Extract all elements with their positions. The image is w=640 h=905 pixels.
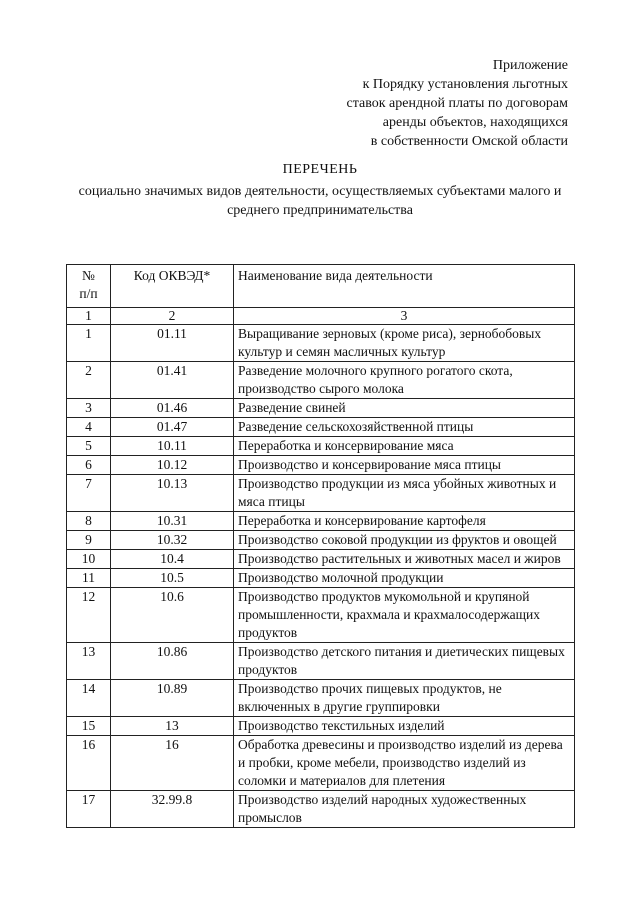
okved-code: 10.32 <box>111 531 234 550</box>
okved-code: 10.86 <box>111 643 234 680</box>
row-number: 5 <box>67 437 111 456</box>
activity-name: Производство соковой продукции из фруктов и овощей <box>234 531 575 550</box>
header-name: Наименование вида деятельности <box>234 265 575 308</box>
row-number: 8 <box>67 512 111 531</box>
row-number: 6 <box>67 456 111 475</box>
table-row <box>67 362 575 399</box>
table-row <box>67 643 575 680</box>
table-row <box>67 418 575 437</box>
appendix-line: Приложение <box>492 58 568 73</box>
activities-table <box>66 264 575 828</box>
document-title-block <box>60 160 580 220</box>
okved-code: 10.31 <box>111 512 234 531</box>
row-number: 14 <box>67 680 111 717</box>
row-number: 15 <box>67 717 111 736</box>
appendix-line: ставок арендной платы по договорам <box>346 96 568 111</box>
okved-code: 10.4 <box>111 550 234 569</box>
activity-name: Разведение сельскохозяйственной птицы <box>234 418 575 437</box>
row-number: 17 <box>67 791 111 828</box>
activity-name: Разведение молочного крупного рогатого скота, производство сырого молока <box>234 362 575 399</box>
row-number: 13 <box>67 643 111 680</box>
table-row <box>67 569 575 588</box>
table-row <box>67 531 575 550</box>
row-number: 9 <box>67 531 111 550</box>
okved-code: 10.6 <box>111 588 234 643</box>
column-index: 2 <box>111 308 234 325</box>
column-index-row <box>67 308 575 325</box>
table-row <box>67 736 575 791</box>
table-row <box>67 456 575 475</box>
table-row <box>67 512 575 531</box>
header-num-line1: № <box>82 268 95 283</box>
activity-name: Переработка и консервирование мяса <box>234 437 575 456</box>
activity-name: Производство продукции из мяса убойных животных и мяса птицы <box>234 475 575 512</box>
table-row <box>67 399 575 418</box>
row-number: 3 <box>67 399 111 418</box>
document-heading: ПЕРЕЧЕНЬ <box>282 162 358 177</box>
header-num <box>67 265 111 308</box>
activity-name: Производство текстильных изделий <box>234 717 575 736</box>
okved-code: 10.12 <box>111 456 234 475</box>
okved-code: 01.47 <box>111 418 234 437</box>
activity-name: Производство растительных и животных масел и жиров <box>234 550 575 569</box>
okved-code: 10.11 <box>111 437 234 456</box>
appendix-block <box>248 56 568 151</box>
table-row <box>67 717 575 736</box>
activity-name: Выращивание зерновых (кроме риса), зернобобовых культур и семян масличных культур <box>234 325 575 362</box>
activity-name: Производство продуктов мукомольной и крупяной промышленности, крахмала и крахмалосодержащих продуктов <box>234 588 575 643</box>
table-row <box>67 325 575 362</box>
row-number: 4 <box>67 418 111 437</box>
okved-code: 01.46 <box>111 399 234 418</box>
table-row <box>67 588 575 643</box>
table-header-row <box>67 265 575 308</box>
okved-code: 32.99.8 <box>111 791 234 828</box>
row-number: 1 <box>67 325 111 362</box>
activity-name: Разведение свиней <box>234 399 575 418</box>
okved-code: 10.13 <box>111 475 234 512</box>
row-number: 2 <box>67 362 111 399</box>
row-number: 7 <box>67 475 111 512</box>
row-number: 12 <box>67 588 111 643</box>
table-row <box>67 680 575 717</box>
okved-code: 16 <box>111 736 234 791</box>
row-number: 16 <box>67 736 111 791</box>
appendix-line: в собственности Омской области <box>370 134 568 149</box>
document-subtitle: социально значимых видов деятельности, осуществляемых субъектами малого и среднего предпринимательства <box>78 184 562 218</box>
activity-name: Производство молочной продукции <box>234 569 575 588</box>
okved-code: 13 <box>111 717 234 736</box>
header-code: Код ОКВЭД* <box>111 265 234 308</box>
table-row <box>67 475 575 512</box>
column-index: 3 <box>234 308 575 325</box>
table-row <box>67 791 575 828</box>
activity-name: Обработка древесины и производство изделий из дерева и пробки, кроме мебели, производство изделий из соломки и материалов для плетения <box>234 736 575 791</box>
appendix-line: аренды объектов, находящихся <box>382 115 568 130</box>
appendix-line: к Порядку установления льготных <box>362 77 568 92</box>
okved-code: 10.89 <box>111 680 234 717</box>
activity-name: Производство и консервирование мяса птицы <box>234 456 575 475</box>
row-number: 11 <box>67 569 111 588</box>
activity-name: Производство прочих пищевых продуктов, не включенных в другие группировки <box>234 680 575 717</box>
header-num-line2: п/п <box>79 286 98 301</box>
okved-code: 10.5 <box>111 569 234 588</box>
activity-name: Переработка и консервирование картофеля <box>234 512 575 531</box>
activity-name: Производство детского питания и диетических пищевых продуктов <box>234 643 575 680</box>
row-number: 10 <box>67 550 111 569</box>
column-index: 1 <box>67 308 111 325</box>
table-row <box>67 550 575 569</box>
okved-code: 01.11 <box>111 325 234 362</box>
activity-name: Производство изделий народных художественных промыслов <box>234 791 575 828</box>
table-row <box>67 437 575 456</box>
okved-code: 01.41 <box>111 362 234 399</box>
